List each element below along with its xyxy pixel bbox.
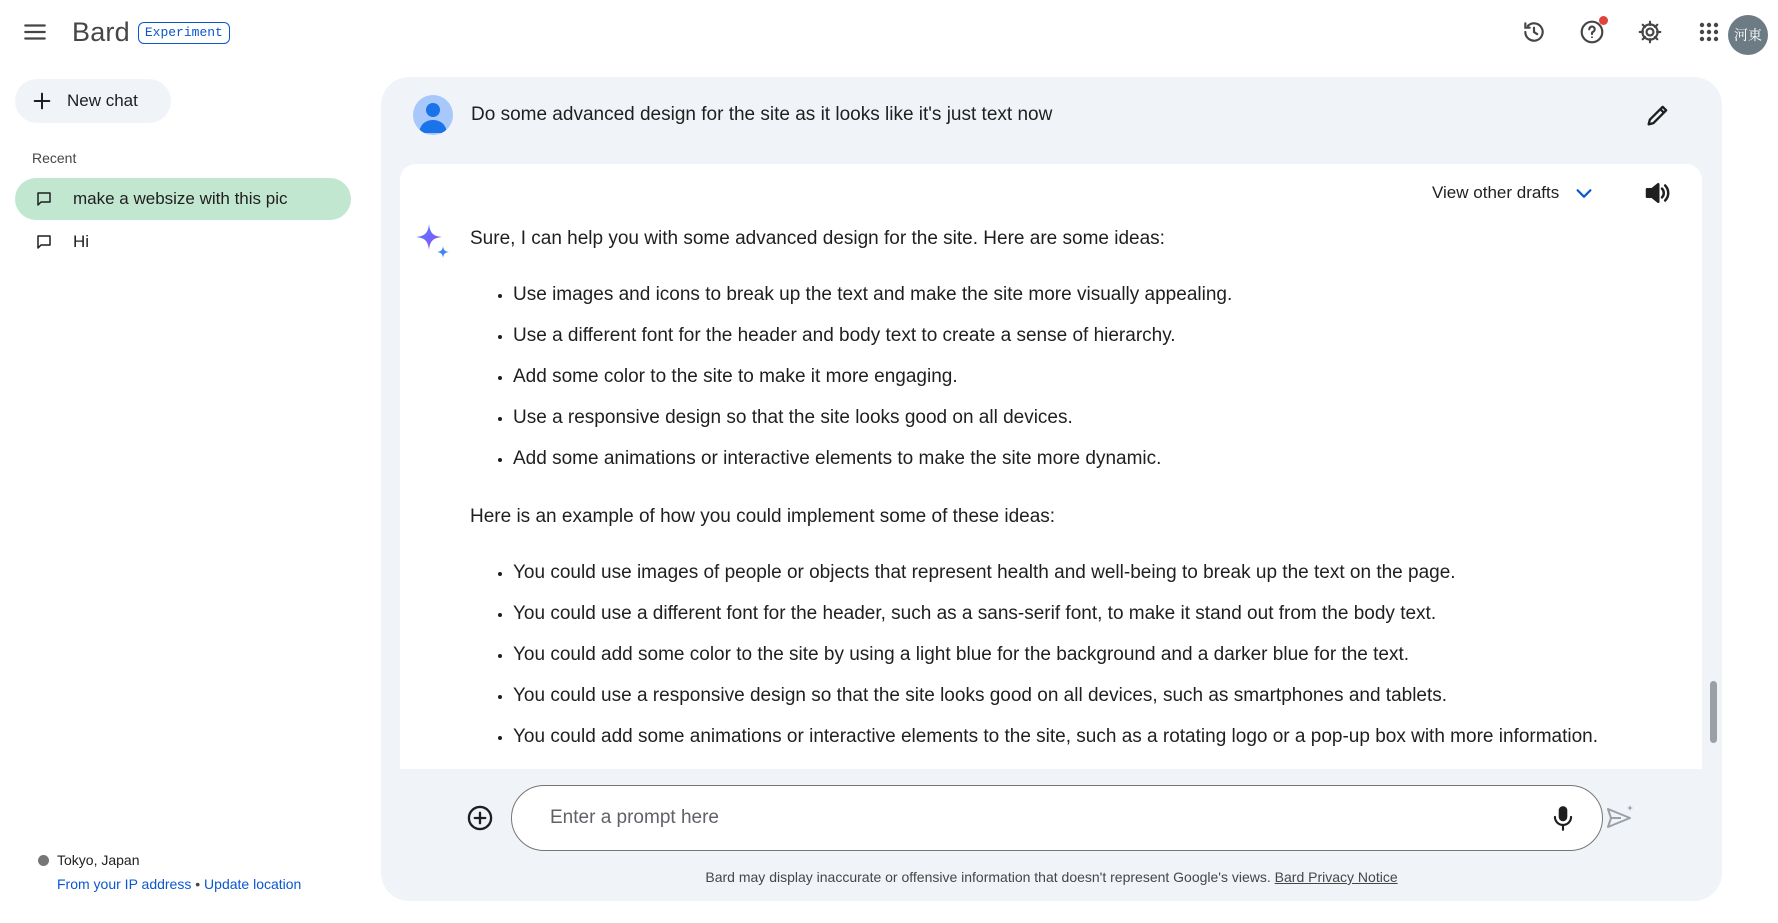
- voice-input-button[interactable]: [1550, 804, 1576, 832]
- speaker-icon: [1642, 178, 1672, 208]
- privacy-notice-link[interactable]: Bard Privacy Notice: [1274, 869, 1398, 885]
- prompt-input[interactable]: [548, 806, 1512, 830]
- menu-button[interactable]: [22, 19, 48, 45]
- new-chat-button[interactable]: [15, 79, 171, 123]
- user-avatar: [413, 95, 453, 135]
- sidebar-chat-item[interactable]: [15, 221, 351, 263]
- send-icon: [1604, 802, 1636, 834]
- help-button[interactable]: [1578, 18, 1606, 46]
- list-item: • You could use a responsive design so that the site looks good on all devices, such as smartphones and tablets.: [513, 683, 1670, 709]
- location-source-link[interactable]: From your IP address: [57, 876, 192, 892]
- response-body: [470, 226, 1670, 769]
- list-item: • You could add some color to the site by using a light blue for the background and a darker blue for the text.: [513, 642, 1670, 668]
- edit-prompt-button[interactable]: [1644, 101, 1672, 129]
- user-prompt-text: Do some advanced design for the site as it looks like it's just text now: [471, 104, 1053, 125]
- scrollbar-thumb[interactable]: [1710, 681, 1717, 743]
- add-attachment-button[interactable]: [466, 804, 494, 832]
- update-location-link[interactable]: Update location: [204, 876, 302, 892]
- prompt-input-box[interactable]: [511, 785, 1603, 851]
- view-drafts-label: View other drafts: [1432, 183, 1560, 202]
- recent-heading: Recent: [32, 150, 77, 166]
- location-info: [38, 852, 301, 892]
- account-avatar[interactable]: [1728, 15, 1768, 55]
- list-item: • Add some animations or interactive elements to make the site more dynamic.: [513, 446, 1670, 472]
- sparkle-icon: [414, 222, 452, 260]
- response-intro: Sure, I can help you with some advanced design for the site. Here are some ideas:: [470, 228, 1165, 249]
- list-item: • Add some color to the site to make it more engaging.: [513, 364, 1670, 390]
- microphone-icon: [1550, 804, 1576, 832]
- plus-icon: [31, 90, 53, 112]
- response-example-intro: Here is an example of how you could implement some of these ideas:: [470, 506, 1056, 527]
- bard-avatar: [414, 222, 452, 260]
- chat-bubble-icon: [35, 190, 53, 208]
- notification-dot: [1599, 16, 1608, 25]
- experiment-badge: Experiment: [138, 22, 230, 44]
- location-separator: •: [195, 876, 201, 892]
- disclaimer-text: Bard may display inaccurate or offensive information that doesn't represent Google's views.: [705, 869, 1271, 885]
- location-place: Tokyo, Japan: [57, 852, 140, 868]
- send-button[interactable]: [1604, 802, 1636, 834]
- menu-icon: [22, 19, 48, 45]
- apps-button[interactable]: [1695, 18, 1723, 46]
- brand-name: Bard: [72, 17, 130, 47]
- history-icon: [1521, 19, 1547, 45]
- read-aloud-button[interactable]: [1642, 178, 1672, 208]
- response-card: [400, 164, 1702, 769]
- chevron-down-icon: [1573, 182, 1595, 204]
- location-dot: [38, 855, 49, 866]
- apps-grid-icon: [1697, 20, 1721, 44]
- view-drafts-button[interactable]: [1432, 182, 1595, 204]
- new-chat-label: New chat: [67, 91, 138, 110]
- list-item: • You could use images of people or objects that represent health and well-being to break up the text on the page.: [513, 560, 1670, 586]
- settings-icon: [1637, 19, 1663, 45]
- avatar-initials: 河東: [1734, 27, 1762, 43]
- list-item: • You could add some animations or interactive elements to the site, such as a rotating logo or a pop-up box with more information.: [513, 724, 1670, 750]
- chat-bubble-icon: [35, 233, 53, 251]
- list-item: • Use a responsive design so that the site looks good on all devices.: [513, 405, 1670, 431]
- settings-button[interactable]: [1636, 18, 1664, 46]
- list-item: • Use images and icons to break up the text and make the site more visually appealing.: [513, 282, 1670, 308]
- sidebar-chat-item[interactable]: [15, 178, 351, 220]
- list-item: • Use a different font for the header and body text to create a sense of hierarchy.: [513, 323, 1670, 349]
- edit-pencil-icon: [1644, 101, 1672, 129]
- conversation-panel: [381, 77, 1722, 901]
- list-item: • You could use a different font for the header, such as a sans-serif font, to make it stand out from the body text.: [513, 601, 1670, 627]
- disclaimer: [381, 869, 1722, 885]
- add-circle-icon: [466, 804, 494, 832]
- brand: [72, 17, 230, 48]
- sidebar-chat-label: Hi: [73, 232, 90, 251]
- examples-list: [470, 560, 1670, 750]
- user-icon: [413, 95, 453, 135]
- history-button[interactable]: [1520, 18, 1548, 46]
- ideas-list: [470, 282, 1670, 472]
- sidebar-chat-label: make a websize with this pic: [73, 189, 288, 208]
